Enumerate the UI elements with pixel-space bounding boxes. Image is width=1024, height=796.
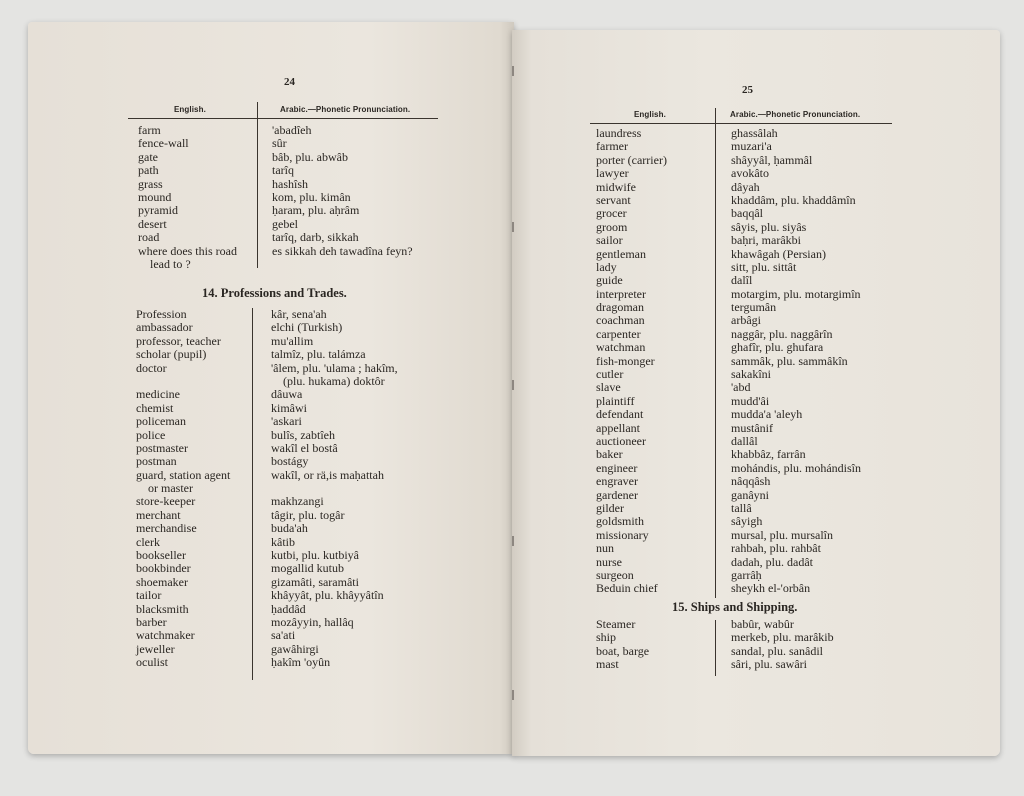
arabic-column bbox=[271, 308, 398, 670]
entry-text: dalîl bbox=[731, 273, 753, 288]
entry-text: pyramid bbox=[138, 203, 178, 218]
entry-text: babûr, wabûr bbox=[731, 617, 794, 631]
entry-text: mustânif bbox=[731, 420, 773, 435]
entry-text: mursal, plu. mursalîn bbox=[731, 527, 833, 542]
entry-text: farm bbox=[138, 123, 161, 137]
entry-text: tergumân bbox=[731, 300, 777, 315]
entry-text: ḥakîm 'oyûn bbox=[271, 655, 331, 670]
entry-text: postmaster bbox=[136, 440, 188, 455]
entry-text: ḥaram, plu. aḥrâm bbox=[272, 203, 360, 218]
entry-text: hashîsh bbox=[272, 176, 308, 191]
entry-text: nâqqâsh bbox=[731, 474, 771, 489]
entry-text: lady bbox=[596, 259, 617, 274]
entry-text: kom, plu. kimân bbox=[272, 189, 351, 204]
entry-text: sitt, plu. sittât bbox=[731, 259, 797, 274]
entry-text: bâb, plu. abwâb bbox=[272, 149, 348, 164]
entry-text bbox=[136, 375, 230, 388]
entry-text: barber bbox=[136, 614, 167, 629]
entry-text: bulîs, zabtîeh bbox=[271, 427, 335, 442]
entry-text: engineer bbox=[596, 460, 638, 475]
section-title: 15. Ships and Shipping. bbox=[672, 600, 798, 614]
entry-text: sheykh el-'orbân bbox=[731, 581, 811, 596]
entry-text: wakîl el bostâ bbox=[271, 440, 338, 455]
entry-text bbox=[272, 258, 413, 271]
entry-text: goldsmith bbox=[596, 514, 645, 529]
entry-text: 'abadîeh bbox=[272, 123, 312, 137]
entry-text: postman bbox=[136, 454, 177, 469]
entry-text: clerk bbox=[136, 534, 160, 549]
entry-text: watchman bbox=[596, 340, 646, 355]
column-header-english: English. bbox=[634, 110, 666, 119]
entry-text: naggâr, plu. naggârîn bbox=[731, 326, 833, 341]
entry-text: boat, barge bbox=[596, 643, 650, 658]
entry-text: baker bbox=[596, 447, 623, 462]
entry-text: 'abd bbox=[731, 380, 751, 395]
entry-text: gate bbox=[138, 149, 158, 164]
entry-text: makhzangi bbox=[271, 494, 324, 509]
entry-text: road bbox=[138, 230, 160, 245]
entry-text: mogallid kutub bbox=[271, 561, 344, 576]
entry-text: blacksmith bbox=[136, 601, 189, 616]
entry-text: tallâ bbox=[731, 500, 752, 515]
entry-text: tarîq, darb, sikkah bbox=[272, 230, 359, 245]
binding-stitch bbox=[512, 66, 514, 76]
entry-text: gilder bbox=[596, 500, 624, 515]
entry-text: shâyyâl, ḥammâl bbox=[731, 152, 813, 167]
page-number: 24 bbox=[284, 76, 295, 88]
entry-text: sûr bbox=[272, 136, 287, 151]
entry-text: coachman bbox=[596, 313, 645, 328]
entry-text: baqqâl bbox=[731, 206, 763, 221]
entry-text: mohándis, plu. mohándisîn bbox=[731, 460, 861, 475]
entry-text: kimâwi bbox=[271, 400, 307, 415]
arabic-column bbox=[272, 124, 413, 271]
entry-text bbox=[271, 482, 398, 495]
entry-text: tarîq bbox=[272, 163, 294, 178]
entry-text: desert bbox=[138, 216, 167, 231]
entry-text: Profession bbox=[136, 307, 187, 321]
entry-text: khaddâm, plu. khaddâmîn bbox=[731, 192, 856, 207]
entry-text: sâri, plu. sawâri bbox=[731, 657, 807, 672]
entry-text: gawâhirgi bbox=[271, 641, 319, 656]
entry-text: bookseller bbox=[136, 548, 186, 563]
entry-text: mudda'a 'aleyh bbox=[731, 407, 803, 422]
english-column bbox=[596, 618, 649, 672]
entry-text: sakakîni bbox=[731, 367, 771, 382]
entry-text: mu'allim bbox=[271, 333, 314, 348]
entry-text: chemist bbox=[136, 400, 174, 415]
entry-text: avokâto bbox=[731, 166, 769, 181]
column-header-english: English. bbox=[174, 105, 206, 114]
entry-text: rahbah, plu. rahbât bbox=[731, 541, 821, 556]
section-title: 14. Professions and Trades. bbox=[202, 286, 347, 300]
entry-text: dâyah bbox=[731, 179, 760, 194]
entry-text: 'askari bbox=[271, 414, 302, 429]
entry-text: dragoman bbox=[596, 300, 644, 315]
entry-text: merkeb, plu. marâkib bbox=[731, 630, 834, 645]
left-page bbox=[28, 22, 514, 754]
entry-text: elchi (Turkish) bbox=[271, 320, 343, 335]
entry-text: baḥri, marâkbi bbox=[731, 233, 801, 248]
binding-stitch bbox=[512, 380, 514, 390]
entry-text: grocer bbox=[596, 206, 627, 221]
entry-text: farmer bbox=[596, 139, 628, 154]
entry-text: ambassador bbox=[136, 320, 193, 335]
entry-text: 'âlem, plu. 'ulama ; hakîm, bbox=[271, 360, 398, 375]
entry-text: police bbox=[136, 427, 166, 442]
entry-text: gebel bbox=[272, 216, 298, 231]
binding-stitch bbox=[512, 690, 514, 700]
entry-text: fish-monger bbox=[596, 353, 655, 368]
entry-text: ship bbox=[596, 630, 617, 645]
entry-text: gardener bbox=[596, 487, 638, 502]
entry-text: where does this road bbox=[138, 243, 237, 258]
entry-text: nun bbox=[596, 541, 614, 556]
entry-text: Steamer bbox=[596, 617, 636, 631]
entry-text: ghassâlah bbox=[731, 126, 778, 140]
header-rule bbox=[128, 118, 438, 119]
entry-text: sandal, plu. sanâdil bbox=[731, 643, 823, 658]
entry-text: guard, station agent bbox=[136, 467, 231, 482]
entry-text: khawâgah (Persian) bbox=[731, 246, 826, 261]
english-column bbox=[138, 124, 237, 271]
entry-text: arbâgi bbox=[731, 313, 761, 328]
entry-text: porter (carrier) bbox=[596, 152, 667, 167]
entry-text: bostágy bbox=[271, 454, 309, 469]
entry-text: talmîz, plu. talámza bbox=[271, 347, 366, 362]
entry-text: medicine bbox=[136, 387, 180, 402]
entry-text: or master bbox=[148, 481, 193, 496]
column-divider bbox=[715, 108, 716, 598]
entry-text: plaintiff bbox=[596, 393, 635, 408]
entry-text: sammâk, plu. sammâkîn bbox=[731, 353, 848, 368]
entry-text: bookbinder bbox=[136, 561, 191, 576]
entry-text: midwife bbox=[596, 179, 636, 194]
entry-text: missionary bbox=[596, 527, 649, 542]
entry-text: nurse bbox=[596, 554, 622, 569]
entry-text: kâr, sena'ah bbox=[271, 307, 327, 321]
entry-text: sa'ati bbox=[271, 628, 296, 643]
entry-text: mound bbox=[138, 189, 172, 204]
binding-stitch bbox=[512, 536, 514, 546]
entry-text: ḥaddâd bbox=[271, 601, 306, 616]
entry-text: kâtib bbox=[271, 534, 295, 549]
arabic-column bbox=[731, 127, 861, 596]
entry-text: dallâl bbox=[731, 433, 758, 448]
entry-text: mast bbox=[596, 657, 619, 672]
entry-text: gentleman bbox=[596, 246, 646, 261]
entry-text: lawyer bbox=[596, 166, 629, 181]
entry-text: merchant bbox=[136, 507, 181, 522]
entry-text: professor, teacher bbox=[136, 333, 221, 348]
entry-text: sâyigh bbox=[731, 514, 763, 529]
column-header-arabic: Arabic.—Phonetic Pronunciation. bbox=[730, 110, 861, 119]
entry-text: defendant bbox=[596, 407, 644, 422]
page-number: 25 bbox=[742, 84, 753, 96]
entry-text: sailor bbox=[596, 233, 623, 248]
entry-text: doctor bbox=[136, 360, 167, 375]
entry-text: groom bbox=[596, 219, 628, 234]
entry-text: appellant bbox=[596, 420, 640, 435]
entry-text: merchandise bbox=[136, 521, 197, 536]
arabic-column bbox=[731, 618, 834, 672]
english-column bbox=[596, 127, 667, 596]
entry-text: slave bbox=[596, 380, 621, 395]
entry-text: dadah, plu. dadât bbox=[731, 554, 813, 569]
entry-text: store-keeper bbox=[136, 494, 196, 509]
column-divider bbox=[715, 620, 716, 676]
entry-text: watchmaker bbox=[136, 628, 195, 643]
entry-text: sâyis, plu. siyâs bbox=[731, 219, 807, 234]
binding-stitch bbox=[512, 222, 514, 232]
entry-text: garrâḥ bbox=[731, 567, 762, 582]
english-column bbox=[136, 308, 230, 670]
entry-text: servant bbox=[596, 192, 631, 207]
entry-text: mudd'âi bbox=[731, 393, 770, 408]
entry-text: jeweller bbox=[136, 641, 175, 656]
entry-text: buda'ah bbox=[271, 521, 308, 536]
entry-text: khâyyât, plu. khâyyâtîn bbox=[271, 588, 384, 603]
entry-text: tailor bbox=[136, 588, 162, 603]
entry-text: interpreter bbox=[596, 286, 646, 301]
entry-text: carpenter bbox=[596, 326, 641, 341]
header-rule bbox=[590, 123, 892, 124]
entry-text: (plu. hukama) doktôr bbox=[283, 373, 385, 388]
entry-text: motargim, plu. motargimîn bbox=[731, 286, 861, 301]
entry-text: grass bbox=[138, 176, 163, 191]
entry-text: tâgir, plu. togâr bbox=[271, 507, 345, 522]
column-divider bbox=[257, 102, 258, 268]
entry-text: auctioneer bbox=[596, 433, 646, 448]
entry-text: dâuwa bbox=[271, 387, 303, 402]
entry-text: Beduin chief bbox=[596, 581, 658, 596]
entry-text: khabbâz, farrân bbox=[731, 447, 806, 462]
entry-text: mozâyyin, hallâq bbox=[271, 614, 354, 629]
entry-text: gizamâti, saramâti bbox=[271, 574, 359, 589]
entry-text: scholar (pupil) bbox=[136, 347, 207, 362]
right-page bbox=[512, 30, 1000, 756]
entry-text: oculist bbox=[136, 655, 168, 670]
entry-text: shoemaker bbox=[136, 574, 188, 589]
entry-text: policeman bbox=[136, 414, 186, 429]
entry-text: es sikkah deh tawadîna feyn? bbox=[272, 243, 413, 258]
entry-text: kutbi, plu. kutbiyâ bbox=[271, 548, 359, 563]
entry-text: ganâyni bbox=[731, 487, 769, 502]
entry-text: cutler bbox=[596, 367, 624, 382]
entry-text: muzari'a bbox=[731, 139, 772, 154]
entry-text: guide bbox=[596, 273, 623, 288]
column-divider bbox=[252, 308, 253, 680]
entry-text: engraver bbox=[596, 474, 638, 489]
entry-text: lead to ? bbox=[150, 256, 191, 271]
entry-text: surgeon bbox=[596, 567, 634, 582]
entry-text: fence-wall bbox=[138, 136, 189, 151]
column-header-arabic: Arabic.—Phonetic Pronunciation. bbox=[280, 105, 411, 114]
entry-text: laundress bbox=[596, 126, 642, 140]
entry-text: ghafîr, plu. ghufara bbox=[731, 340, 824, 355]
entry-text: wakîl, or rä,is maḥattah bbox=[271, 467, 384, 482]
entry-text: path bbox=[138, 163, 159, 178]
